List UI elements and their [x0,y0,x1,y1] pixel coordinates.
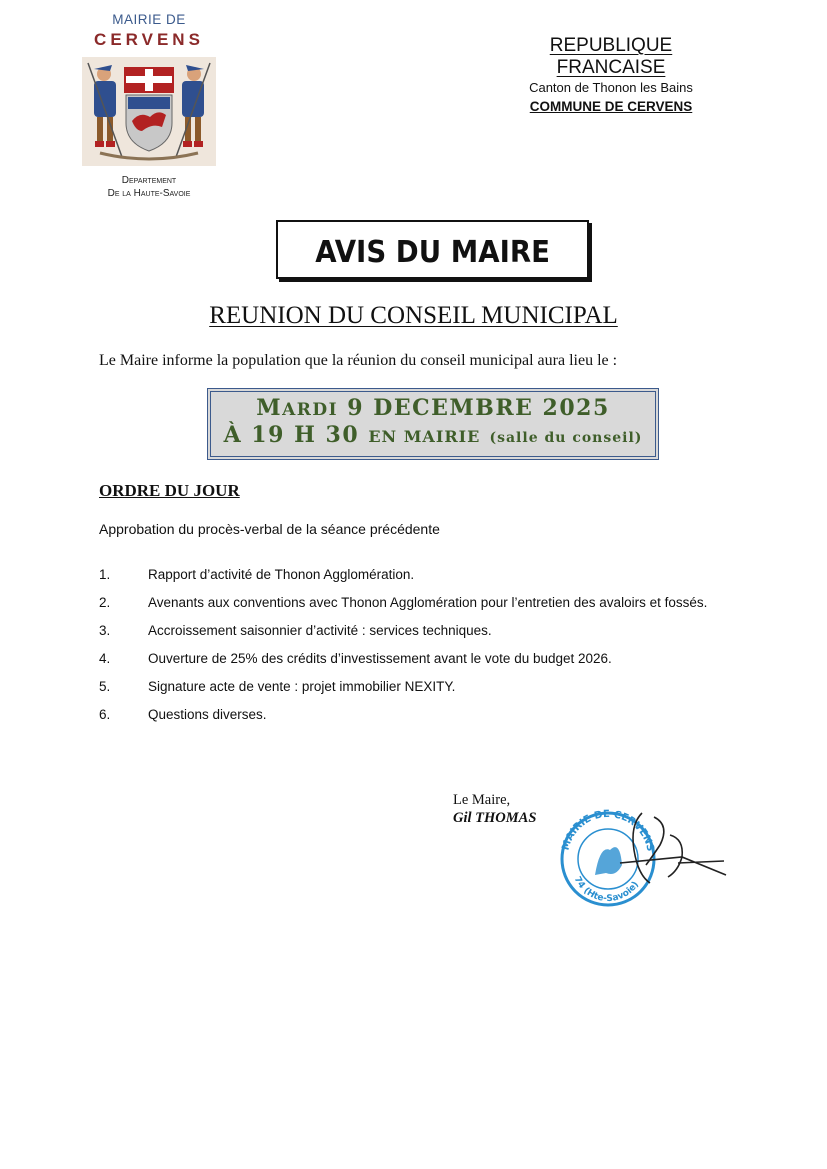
meeting-day-initial: M [256,395,283,421]
department-line-1: Departement [121,175,177,186]
agenda-item-text: Accroissement saisonnier d’activité : services techniques. [148,623,492,638]
agenda-item-number: 2. [99,595,111,610]
notice-intro: Le Maire informe la population que la réunion du conseil municipal aura lieu le : [99,352,618,369]
meeting-time-line [208,422,658,448]
agenda-list [99,561,739,729]
agenda-item [99,701,739,729]
canton-label: Canton de Thonon les Bains [529,80,693,95]
agenda-item-text: Rapport d’activité de Thonon Agglomération. [148,567,415,582]
signature-name: Gil THOMAS [453,810,537,826]
agenda-item [99,645,739,673]
mairie-stamp-and-signature [550,805,730,910]
republique-heading: REPUBLIQUE FRANCAISE [549,35,673,78]
agenda-heading: ORDRE DU JOUR [99,481,240,500]
commune-name-logo: CERVENS [94,30,204,49]
svg-text:MAIRIE DE CERVENS [560,809,655,852]
meeting-room: (salle du conseil) [489,430,643,446]
agenda-item [99,589,739,617]
meeting-date-line [208,395,658,421]
stamp-text-bottom: 74 (Hte-Savoie) [571,875,642,905]
agenda-item-number: 1. [99,567,111,582]
signature-role: Le Maire, [453,792,511,808]
meeting-time: À 19 H 30 [223,422,360,448]
agenda-item-text: Signature acte de vente : projet immobilier NEXITY. [148,679,456,694]
agenda-item-number: 5. [99,679,111,694]
mairie-de-label: MAIRIE DE [112,12,186,27]
coat-of-arms-image [82,57,216,166]
agenda-item [99,673,739,701]
department-line-2: De la Haute-Savoie [107,188,191,199]
notice-title: AVIS DU MAIRE [315,235,550,270]
shield [124,67,174,151]
meeting-date-box [207,388,659,460]
meeting-place: EN MAIRIE [368,427,481,446]
notice-title-box [276,220,589,279]
agenda-item [99,617,739,645]
notice-subtitle: REUNION DU CONSEIL MUNICIPAL [209,302,618,329]
agenda-approbation: Approbation du procès-verbal de la séance précédente [99,521,440,537]
agenda-item-text: Questions diverses. [148,707,267,722]
agenda-item-number: 6. [99,707,111,722]
agenda-item-number: 4. [99,651,111,666]
agenda-item-text: Ouverture de 25% des crédits d’investissement avant le vote du budget 2026. [148,651,612,666]
stamp-text-top: MAIRIE DE CERVENS [560,808,656,853]
agenda-item-number: 3. [99,623,111,638]
meeting-day-rest: ARDI [282,400,339,420]
commune-label: COMMUNE DE CERVENS [529,99,693,114]
agenda-item-text: Avenants aux conventions avec Thonon Agglomération pour l’entretien des avaloirs et fossés. [148,595,708,610]
department-label [82,174,216,200]
meeting-date: 9 DECEMBRE 2025 [347,395,610,421]
agenda-item [99,561,739,589]
